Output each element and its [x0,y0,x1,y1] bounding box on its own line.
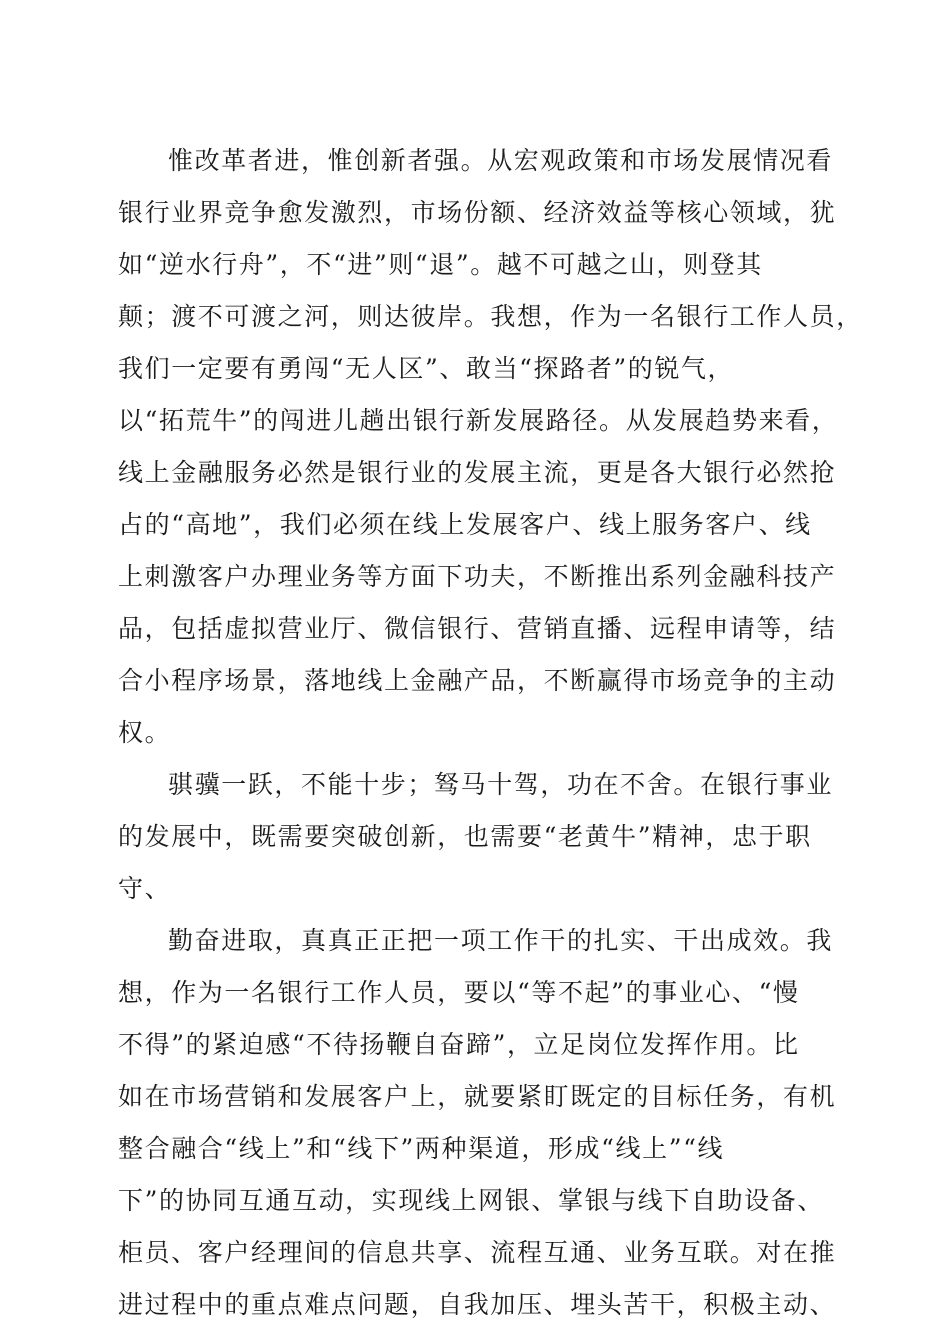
text-line: 上刺激客户办理业务等方面下功夫，不断推出系列金融科技产 [118,562,837,591]
text-line: 不得”的紧迫感“不待扬鞭自奋蹄”，立足岗位发挥作用。比 [118,1030,800,1059]
text-line: 如“逆水行舟”，不“进”则“退”。越不可越之山，则登其 [118,250,763,279]
text-line: 如在市场营销和发展客户上，就要紧盯既定的目标任务，有机 [118,1082,837,1111]
text-line: 的发展中，既需要突破创新，也需要“老黄牛”精神，忠于职 [118,822,812,851]
text-line: 品，包括虚拟营业厅、微信银行、营销直播、远程申请等，结 [118,614,837,643]
text-line: 银行业界竞争愈发激烈，市场份额、经济效益等核心领域，犹 [118,198,837,227]
text-line: 柜员、客户经理间的信息共享、流程互通、业务互联。对在推 [118,1238,837,1267]
text-line: 线上金融服务必然是银行业的发展主流，更是各大银行必然抢 [118,458,837,487]
text-line: 守、 [118,874,172,903]
text-line: 想，作为一名银行工作人员，要以“等不起”的事业心、“慢 [118,978,800,1007]
text-line: 以“拓荒牛”的闯进儿趟出银行新发展路径。从发展趋势来看， [118,406,839,435]
text-line: 整合融合“线上”和“线下”两种渠道，形成“线上”“线 [118,1134,725,1163]
text-line: 权。 [118,718,172,747]
text-line: 骐骥一跃，不能十步；驽马十驾，功在不舍。在银行事业 [168,770,834,799]
text-line: 我们一定要有勇闯“无人区”、敢当“探路者”的锐气， [118,354,735,383]
text-line: 占的“高地”，我们必须在线上发展客户、线上服务客户、线 [118,510,812,539]
text-line: 勤奋进取，真真正正把一项工作干的扎实、干出成效。我 [168,926,834,955]
text-line: 惟改革者进，惟创新者强。从宏观政策和市场发展情况看 [168,146,834,175]
text-line: 合小程序场景，落地线上金融产品，不断赢得市场竞争的主动 [118,666,837,695]
text-line: 下”的协同互通互动，实现线上网银、掌银与线下自助设备、 [118,1186,824,1215]
text-line: 进过程中的重点难点问题，自我加压、埋头苦干，积极主动、 [118,1290,837,1319]
text-line: 颠；渡不可渡之河，则达彼岸。我想，作为一名银行工作人员， [118,302,863,331]
